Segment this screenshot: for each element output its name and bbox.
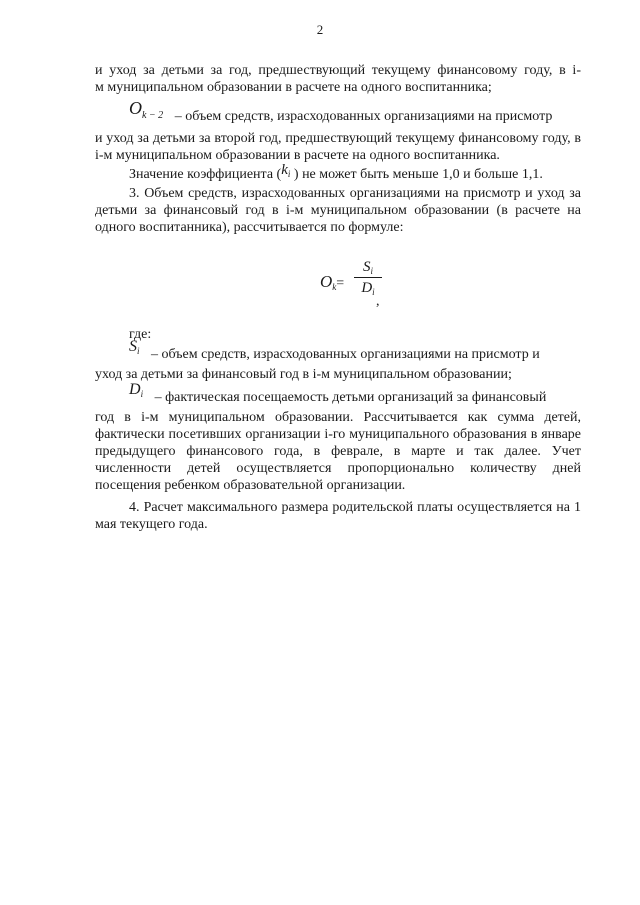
s-subscript: i — [137, 346, 140, 356]
coef-symbol: k — [281, 162, 288, 178]
d-symbol: D — [129, 381, 141, 398]
fraction-bar — [354, 277, 382, 278]
formula-numerator-group — [354, 258, 382, 276]
formula-lhs: O — [320, 272, 333, 291]
formula-numerator: S — [362, 259, 371, 275]
coef-subscript: i — [287, 169, 291, 179]
ok2-line1-text: – объем средств, израсходованных организациями на присмотр — [174, 109, 553, 124]
d-subscript: i — [140, 389, 144, 399]
definition-ok2 — [95, 100, 581, 164]
coef-before: Значение коэффициента ( — [129, 167, 282, 182]
formula-equals: = — [336, 276, 345, 291]
paragraph-continuation — [95, 62, 581, 96]
ok2-symbol: O — [129, 98, 142, 118]
d-rest: год в i-м муниципальном образовании. Рассчитывается как сумма детей, фактически посетивших организации i-го муниципального образования в январе предыдущего финансового года, в феврале, в марте и так далее. Учет численности детей осуществляется пропорционально количеству дней посещения ребенком образовательной организации. — [95, 410, 581, 493]
formula-denominator: D — [361, 280, 373, 296]
s-rest: уход за детьми за финансовый год в i-м муниципальном образовании; — [95, 367, 512, 382]
s-symbol: S — [129, 338, 137, 355]
ok2-rest: и уход за детьми за второй год, предшествующий текущему финансовому году, в i-м муниципальном образовании в расчете на одного воспитанника. — [95, 131, 581, 163]
formula-comma: , — [376, 294, 380, 309]
formula — [320, 258, 410, 318]
coefficient-note — [95, 162, 581, 187]
formula-lhs-sub: k — [332, 282, 337, 292]
item-3: 3. Объем средств, израсходованных организациями на присмотр и уход за детьми за финансовый год в i-м муниципальном образовании (в расчете на одного воспитанника), рассчитывается по формуле: — [95, 186, 581, 235]
definition-d — [95, 381, 581, 494]
ok2-subscript: k − 2 — [142, 110, 164, 121]
definition-s — [95, 338, 581, 383]
coef-after: ) не может быть меньше 1,0 и больше 1,1. — [293, 167, 543, 182]
formula-lhs-group — [320, 272, 344, 292]
formula-denominator-sub: i — [372, 287, 375, 297]
s-line1-text: – объем средств, израсходованных организациями на присмотр и — [151, 347, 540, 362]
d-line1-text: – фактическая посещаемость детьми организаций за финансовый — [154, 390, 547, 405]
para1-line1: и уход за детьми за год, предшествующий текущему финансовому году, в i- — [95, 63, 581, 78]
item-4: 4. Расчет максимального размера родительской платы осуществляется на 1 мая текущего года. — [95, 500, 581, 532]
page-number: 2 — [316, 22, 324, 37]
formula-numerator-sub: i — [370, 266, 373, 276]
where-label: где: — [129, 327, 152, 342]
formula-fraction — [354, 258, 382, 297]
para1-line2: м муниципальном образовании в расчете на одного воспитанника; — [95, 80, 492, 95]
